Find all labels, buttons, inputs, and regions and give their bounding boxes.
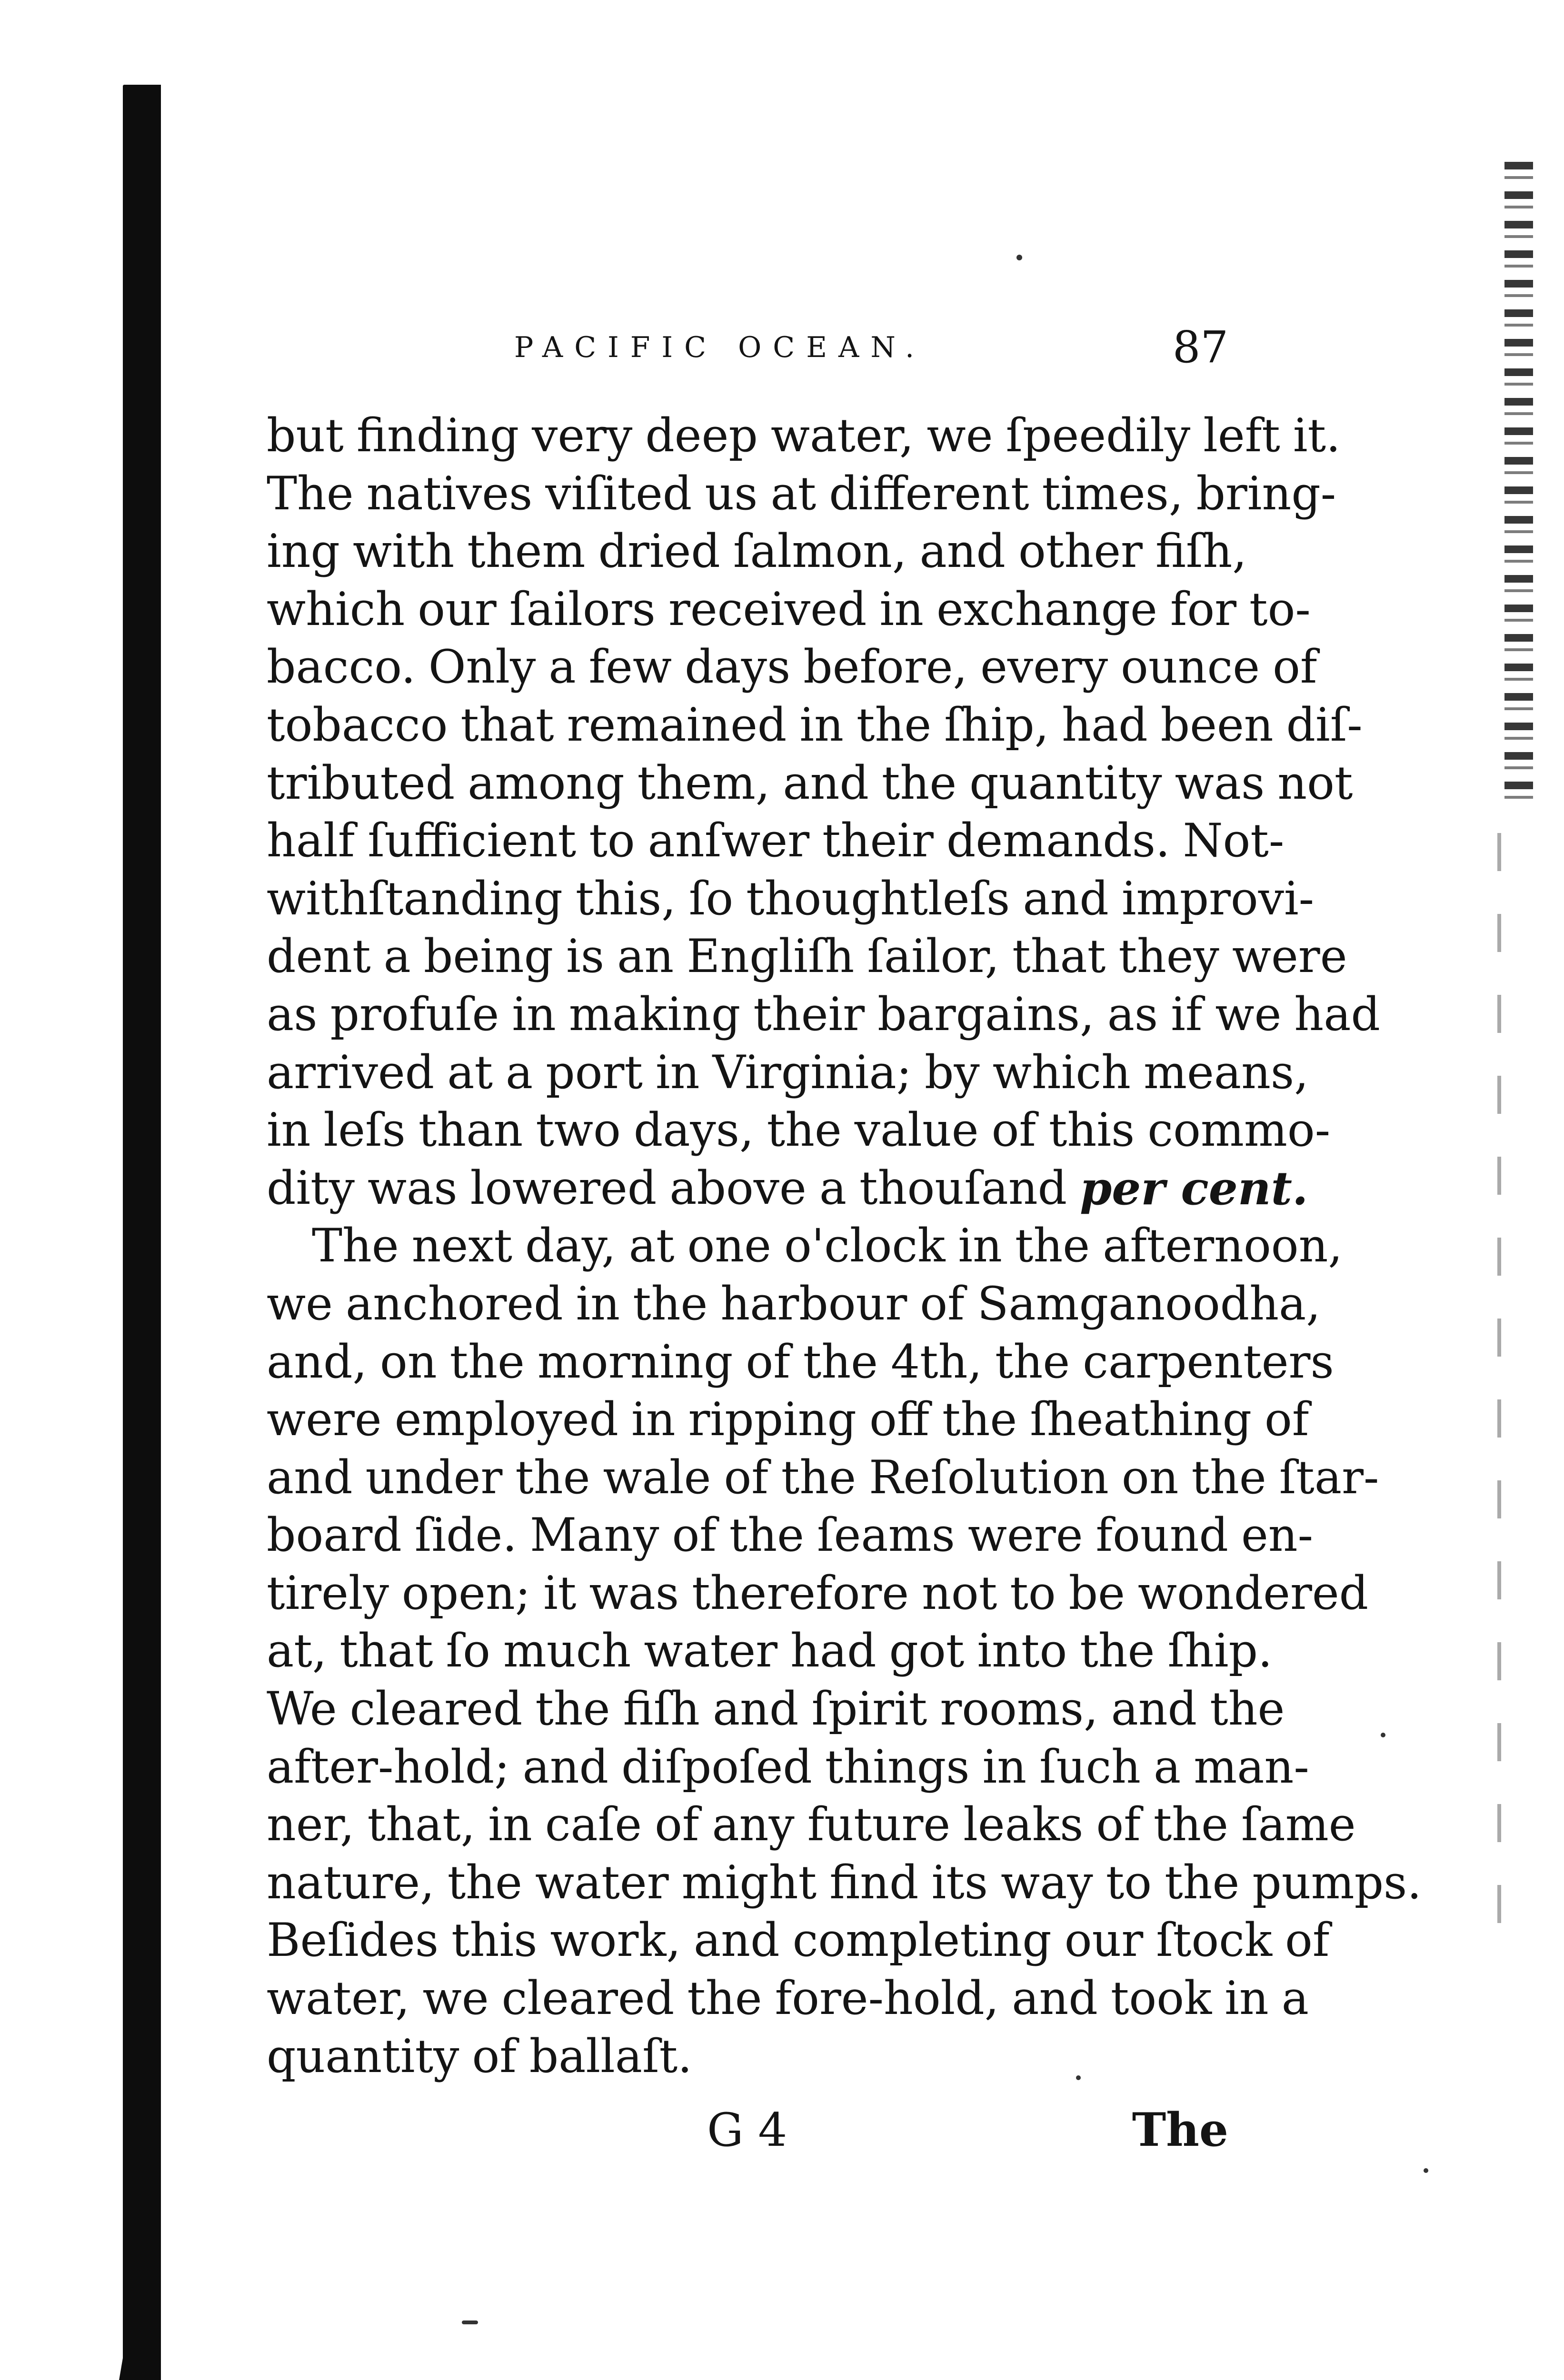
text-line: withſtanding this, ſo thoughtleſs and improvi- [267, 872, 1315, 925]
italic-phrase: per cent. [1080, 1161, 1308, 1215]
body-text [267, 407, 1422, 2085]
text-line: quantity of ballaſt. [267, 2029, 692, 2083]
text-line: which our ſailors received in exchange for to- [267, 582, 1311, 636]
ink-speck [462, 2320, 478, 2324]
text-line: dity was lowered above a thouſand per cent. [267, 1160, 1228, 1218]
running-head: PACIFIC OCEAN. [514, 331, 926, 364]
text-line: water, we cleared the fore-hold, and took in a [267, 1972, 1309, 2025]
ink-speck [1016, 255, 1022, 260]
text-line: we anchored in the harbour of Samganoodha, [267, 1277, 1321, 1330]
text-line: ner, that, in caſe of any future leaks of the ſame [267, 1798, 1356, 1852]
page-edge-artifact [1504, 162, 1533, 800]
page-spine-shadow [123, 85, 161, 2380]
text-line: and, on the morning of the 4th, the carpenters [267, 1335, 1334, 1388]
text-line: arrived at a port in Virginia; by which means, [267, 1045, 1309, 1099]
text-line: but finding very deep water, we ſpeedily left it. [267, 409, 1341, 462]
ink-speck [1424, 2168, 1428, 2173]
text-line: in leſs than two days, the value of this commo- [267, 1103, 1331, 1157]
text-line: The next day, at one o'clock in the afternoon, [312, 1219, 1343, 1273]
ink-speck [1381, 1733, 1385, 1737]
page-number: 87 [1172, 322, 1228, 373]
text-line: were employed in ripping off the ſheathing of [267, 1393, 1309, 1447]
text-line: and under the wale of the Reſolution on the ſtar- [267, 1450, 1379, 1504]
text-line: dent a being is an Engliſh ſailor, that they were [267, 930, 1347, 983]
text-line: ing with them dried ſalmon, and other fiſh, [267, 525, 1247, 578]
catchword: The [1132, 2103, 1228, 2157]
text-line: The natives viſited us at different times, bring- [267, 466, 1336, 520]
text-line: nature, the water might find its way to the pumps. [267, 1855, 1422, 1909]
text-line: board ſide. Many of the ſeams were found en- [267, 1508, 1314, 1562]
text-line: tributed among them, and the quantity was not [267, 756, 1353, 810]
text-line: bacco. Only a few days before, every ounce of [267, 640, 1317, 694]
text-line: We cleared the fiſh and ſpirit rooms, and the [267, 1682, 1285, 1736]
text-line: tobacco that remained in the ſhip, had been diſ- [267, 698, 1363, 752]
signature-mark: G 4 [707, 2103, 787, 2157]
text-line: after-hold; and diſpoſed things in ſuch a man- [267, 1740, 1309, 1794]
page-edge-line [1497, 833, 1501, 1928]
text-line: half ſufficient to anſwer their demands. Not- [267, 814, 1285, 868]
page-header [267, 314, 1228, 381]
page-footer [267, 2099, 1228, 2161]
text-line: tirely open; it was therefore not to be wondered [267, 1566, 1369, 1620]
text-line: at, that ſo much water had got into the ſhip. [267, 1624, 1273, 1678]
text-line: Beſides this work, and completing our ſtock of [267, 1914, 1330, 1967]
text-line: as profuſe in making their bargains, as if we had [267, 987, 1380, 1041]
